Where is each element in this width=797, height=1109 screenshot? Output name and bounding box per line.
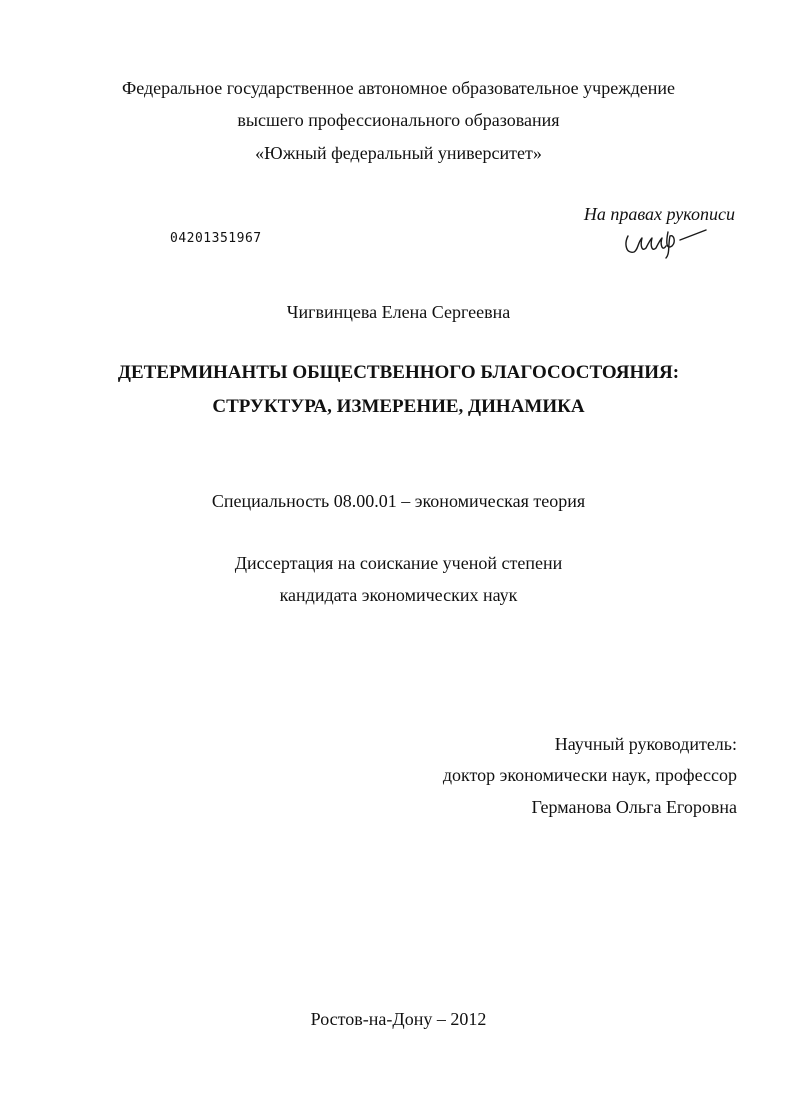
dissertation-title-line-1: ДЕТЕРМИНАНТЫ ОБЩЕСТВЕННОГО БЛАГОСОСТОЯНИЯ: [117,362,680,383]
institution-line-3: «Южный федеральный университет» [255,143,542,163]
institution-line-2: высшего профессионального образования [237,110,560,130]
signature-image [620,224,710,260]
specialty: Специальность 08.00.01 – экономическая теория [211,491,586,511]
place-and-year: Ростов-на-Дону – 2012 [310,1009,487,1029]
degree-line-1: Диссертация на соискание ученой степени [234,553,563,573]
institution-line-1: Федеральное государственное автономное образовательное учреждение [121,78,676,98]
supervisor-name: Германова Ольга Егоровна [531,797,737,817]
degree-line-2: кандидата экономических наук [279,585,518,605]
dissertation-title-line-2: СТРУКТУРА, ИЗМЕРЕНИЕ, ДИНАМИКА [212,396,585,417]
registry-number: 04201351967 [170,231,262,246]
supervisor-title: доктор экономически наук, профессор [442,765,737,785]
manuscript-note: На правах рукописи [583,204,735,224]
supervisor-role: Научный руководитель: [554,734,737,754]
author-name: Чигвинцева Елена Сергеевна [286,302,511,322]
